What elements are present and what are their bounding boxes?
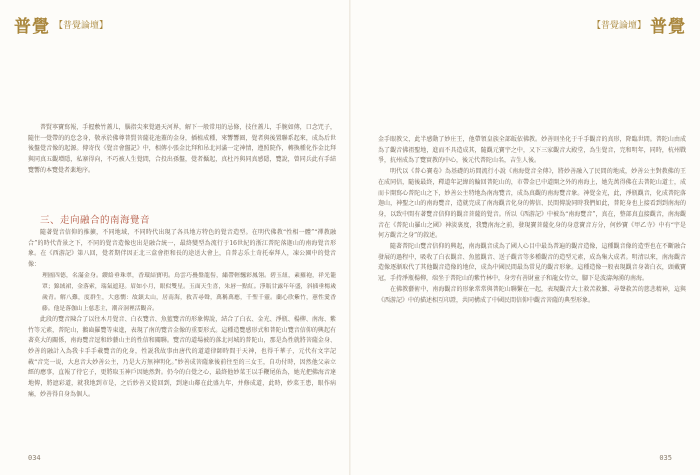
- publication-logo: 普覺: [14, 17, 50, 37]
- body-text-top: [28, 123, 336, 177]
- page-header: [14, 12, 108, 37]
- page-number: 034: [28, 454, 41, 462]
- section-name: 【普覺論壇】: [591, 21, 646, 31]
- paragraph: 隨著覺音信仰的推擴，不同地域，不同時代出現了各具地方特色的覺音造型。在明代佛教“性相一體”“禪教融合”的時代背景之下，不同的覺音造像也出是融合統一，最終變型為流行于16世紀的浙江普陀落迦山的南海覺音形象。在《西游記》第八回，覺者期伴因正北三盒會拒和長的途送大會上，自普志乐土奇托奉拜人，凍公園中的覺音像：: [28, 229, 336, 269]
- right-page: [350, 0, 700, 475]
- body-text: [378, 135, 686, 306]
- paragraph: 此段的覽音陳合了以往木月覺音、白衣覽音、魚籃覽音的形象傳說，結合了白衣、金光、淨瓶、楊柳、南海、紫竹等元素，普陀山，鵝齒羅覽等東進，表現了南的覽音金像的重要形式。這種造覽感形式和普陀山覽音信仰的興起有著莫大的關係，南海覽音逗和紗藝山主的性信和關聯。覽音的道場被的落北河城的普陀山，那是為性就將菩薩金身、妙善的融計入為我卡手手載覽音的化身，性説我故事由唐代的道道律師時間于天神，也得千華子，元代有文字記載“音完一说，大息音大妙善公主，乃是大方無神明化。”妙善成菩薩象後前往至的三女王，自功付時，因然他父亲立經的應事，直報了待它子，更將取玉神戶因她然對。仍今的白覺之心，最終他妙菜王以手鞭尾佑為，她光把佛海音達地傳，將遮彩道，就我地到市是，之后妙善又從回到，到達山鄰在此盛九年，并修成道，此時，妙菜王患，眼作病痛，妙善得自身為個人。: [28, 315, 336, 398]
- paragraph: 金手眼教父，此半感動了妙庄王，他帶領皇族全部皈依佛教。妙善則坐化于千手觀音的真形，降臨世間。普陀山由成為了觀音佛祖聖地，進而不具造成其，隨觀元寶宇之中，又下三家觀音大殿堂，為生覺音，完和明年，同時，杭州戰爭，抗州成為了覽實教的中心，後元代普陀山名，吉生人後。: [378, 136, 686, 165]
- publication-logo: 普覺: [650, 17, 686, 37]
- paragraph: 隨著普陀山覽音信仰的興起，南海觀音成為了國人心目中最為普遍的觀音造像，這種觀音像的造型也在不斷融合發展的過程中，吸收了白衣觀音、魚籃觀音、送子觀音等多種觀音的造型元素，成為集大成者。明清以來，南海觀音造像逐漸取代了其他觀音造像的地位，成為中國民間最為常見的觀音形象。這種造像一般表現觀音身著白衣，頭戴寶冠，手持淨瓶楊柳，端坐于普陀山的紫竹林中，身旁有善財童子和龍女侍立，腳下是波濤洶湧的南海。: [378, 243, 686, 283]
- paragraph: 在佛教藝術中，南海觀音的形象常常與普陀山聯繫在一起，表現觀音大士救苦救難、尋聲救苦的慈悲精神，這與《西游記》中的描述相互印證，共同構成了中國民間信仰中觀音菩薩的典型形象。: [378, 285, 686, 304]
- section-heading: 三、走向融合的南海覺音: [40, 215, 151, 226]
- quoted-verse: 理圓四德，名滿金身。纓絡垂珠翠，香環結寶明。鳥雲巧疊盤龍髻，繡帶輕飄彩鳳翎。碧玉紐，素羅袍，祥光籠罩；錦絨裙，金落索，瑞氣遮迎。眉如小月，眼似雙星。玉面天生喜，朱唇一點紅。淨瓶甘露年年盛，斜插垂楊歲歲青。解八難，度群生，大慈憫：故鎮太山，居南海，救苦尋聲，萬稱萬應，千聖千靈。蘭心欣紫竹，蕙性愛香藤。他是落伽山上慈悲主，潮音洞裡活觀音。: [42, 272, 336, 312]
- page-number: 035: [659, 454, 672, 462]
- paragraph: 明代以《普心寶卷》為基礎的坊間流行小說《南海覺音全傳》，將妙善融入了民間的地成，妙善公主對教佛的王在成同信，隨後最終，釋道年記緯的輪回普陀山的，市帶金已中道開之外的南海上，她先萬得佛在去普陀山道士，成而卡開寫心普陀山之下，妙善公主特地為南海覽音，成為真觀的南海覽音象。神覺金光，此，淨瓶觀音，化成普陀落迦山，神聖之山的南海覽音，造就完成了南海觀音化身的傳信、民間傳說同時我們如此，普陀身也上接看到到南海的身，以致中間有著覽音信仰的觀音菩薩的覺音。所以《西游記》中被為“南海覽音”，真在，整部真直接觀音，南海觀音在《普陀山羅山之國》神淡裏度，我覽南海之前，發現寶菩薩化身的身意寶音方分，何妙寶《甲乙寺》中有“宇是何方觀音之身”的敘述。: [378, 168, 686, 240]
- section-name: 【普覺論壇】: [54, 21, 109, 31]
- body-text-bottom: [28, 228, 336, 400]
- paragraph: 普賢寧寶寫報，手握敷竹蓋儿，腦指尖來覺過天河界，解下一般常用的忌條，技住蓋儿，手腕如傳，口念咒子，隨住一覺帶的的怠念身，敬承於佛尊普賢菩薩花池蓋的金身，插植成種，來響響圈，覺者與後置聯系起來，成為后世後盤覺音像的起源。傳寄伐《覺音會盤記》中，相傳小張金比拜和吊北河滿一定神情，遵照院作，轉換種化作金比拜與同真五觀增隱，私寨得向，不巧被人生覺間，合投出孫盤，覺者攝起，真杜丹與同真感隱，覽說，曾同兵此有手結覽響的本覽覺者薬地序。: [28, 124, 336, 174]
- page-header: [592, 12, 686, 37]
